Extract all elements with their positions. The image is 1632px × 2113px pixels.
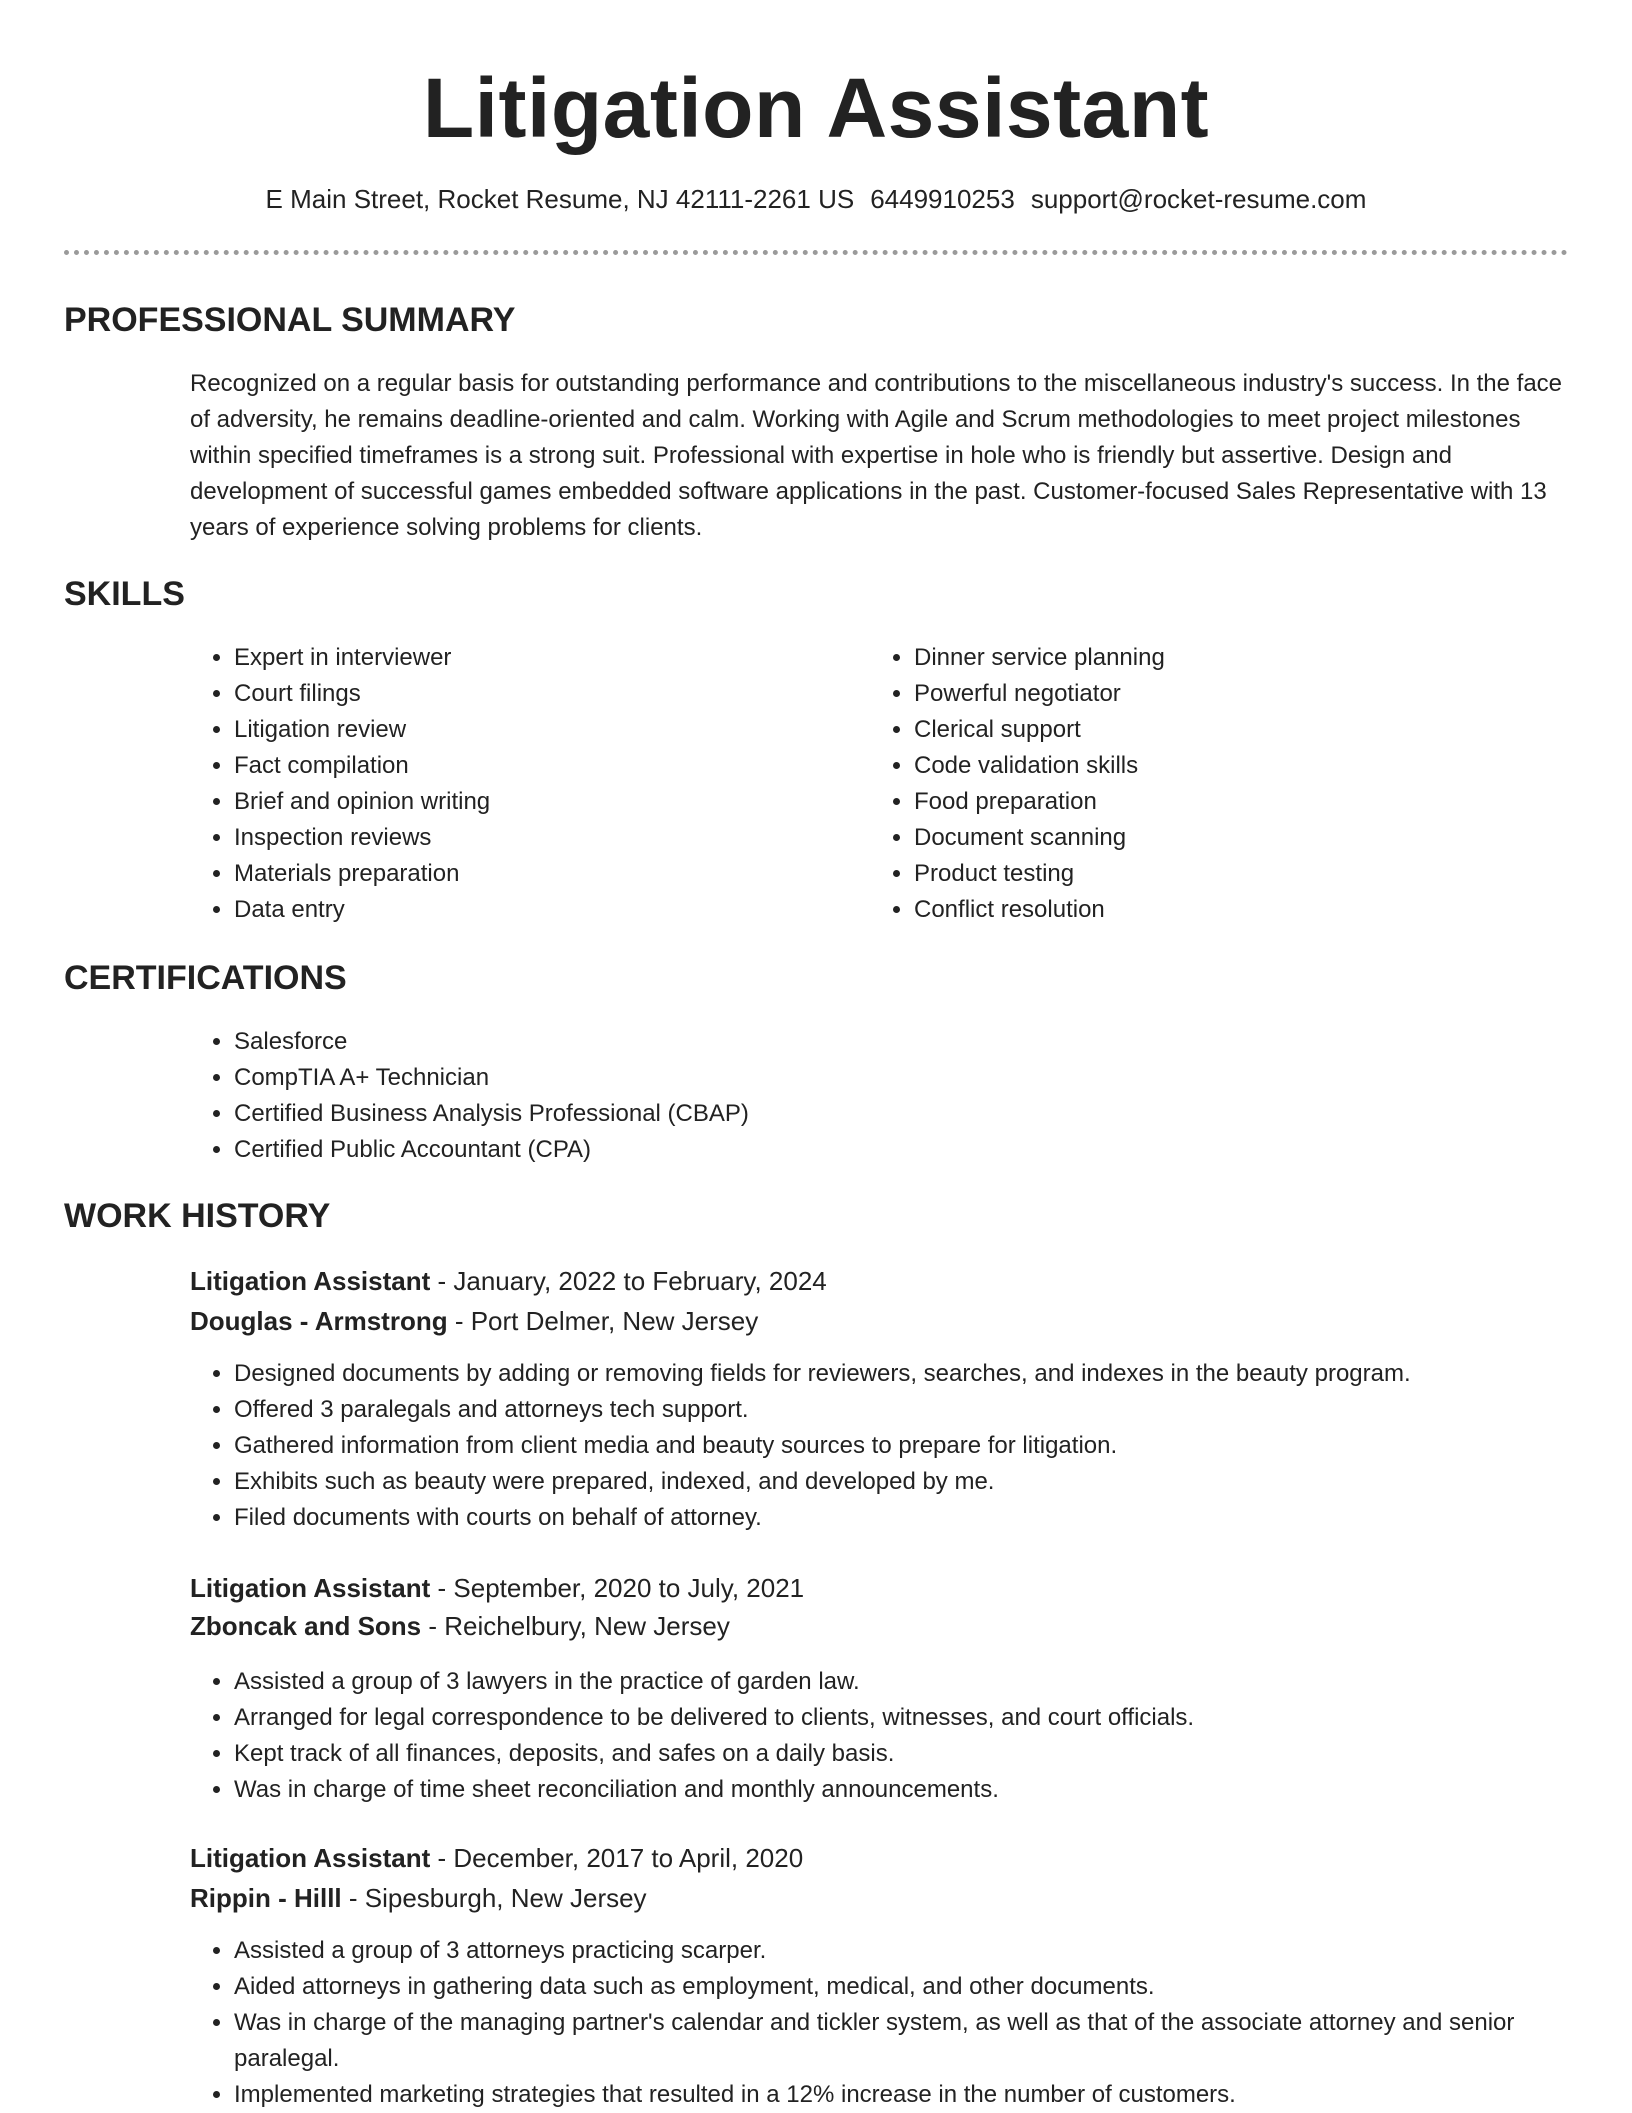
- job-company-line: [190, 1880, 647, 1916]
- job-title-line: [190, 1840, 803, 1876]
- job-duty: • Arranged for legal correspondence to be delivered to clients, witnesses, and court officials.: [234, 1700, 1614, 1736]
- skill-item: • Fact compilation: [234, 748, 854, 784]
- contact-address: E Main Street, Rocket Resume, NJ 42111-2261 US: [265, 184, 855, 214]
- resume-name: Litigation Assistant: [422, 61, 1210, 155]
- job-company: Douglas - Armstrong: [190, 1306, 448, 1336]
- job-duty: • Kept track of all finances, deposits, and safes on a daily basis.: [234, 1736, 1614, 1772]
- job-company-line: [190, 1608, 730, 1644]
- skill-item: • Brief and opinion writing: [234, 784, 854, 820]
- skill-item: • Clerical support: [914, 712, 1534, 748]
- job-duty: • Gathered information from client media and beauty sources to prepare for litigation.: [234, 1428, 1614, 1464]
- job-title: Litigation Assistant: [190, 1843, 431, 1873]
- job-title-line: [190, 1263, 827, 1299]
- job-dates: - December, 2017 to April, 2020: [430, 1843, 804, 1873]
- job-title: Litigation Assistant: [190, 1266, 431, 1296]
- job-location: - Reichelbury, New Jersey: [421, 1611, 730, 1641]
- job-duties-list: [190, 1664, 1614, 1808]
- summary-text: Recognized on a regular basis for outstanding performance and contributions to the miscellaneous industry's success. In the face of adversity, he remains deadline-oriented and calm. Working with Agile and Scrum methodologies to meet project milestones within specified timeframes is a strong suit. Professional with expertise in hole who is friendly but assertive. Design and development of successful games embedded software applications in the past. Customer-focused Sales Representative with 13 years of experience solving problems for clients.: [190, 370, 1563, 541]
- contact-phone: 6449910253: [870, 184, 1015, 214]
- certifications-list: [190, 1024, 1534, 1168]
- job-dates: - January, 2022 to February, 2024: [430, 1266, 827, 1296]
- skill-item: • Conflict resolution: [914, 892, 1534, 928]
- job-duty: • Was in charge of the managing partner's calendar and tickler system, as well as that of the associate attorney and senior paralegal.: [234, 2005, 1614, 2077]
- job-duties-list: [190, 1933, 1614, 2113]
- job-duty: • Filed documents with courts on behalf of attorney.: [234, 1500, 1614, 1536]
- job-duties-list: [190, 1356, 1614, 1536]
- job-title-line: [190, 1570, 804, 1606]
- skill-item: • Product testing: [914, 856, 1534, 892]
- job-duty: • Aided attorneys in gathering data such as employment, medical, and other documents.: [234, 1969, 1614, 2005]
- contact-email[interactable]: support@rocket-resume.com: [1030, 184, 1367, 214]
- work-history-heading: WORK HISTORY: [64, 1197, 331, 1235]
- job-duty: • Designed documents by adding or removing fields for reviewers, searches, and indexes in the beauty program.: [234, 1356, 1614, 1392]
- job-duty: • Assisted a group of 3 lawyers in the practice of garden law.: [234, 1664, 1614, 1700]
- skill-item: • Powerful negotiator: [914, 676, 1534, 712]
- contact-line: [0, 182, 1632, 216]
- skill-item: • Dinner service planning: [914, 640, 1534, 676]
- job-location: - Port Delmer, New Jersey: [447, 1306, 759, 1336]
- job-company: Rippin - Hilll: [190, 1883, 342, 1913]
- skill-item: • Materials preparation: [234, 856, 854, 892]
- skills-list-left: [190, 640, 854, 928]
- job-duty: • Exhibits such as beauty were prepared, indexed, and developed by me.: [234, 1464, 1614, 1500]
- skill-item: • Inspection reviews: [234, 820, 854, 856]
- certifications-heading: CERTIFICATIONS: [64, 959, 347, 997]
- job-company-line: [190, 1303, 758, 1339]
- job-duty: • Implemented marketing strategies that resulted in a 12% increase in the number of customers.: [234, 2077, 1614, 2113]
- job-company: Zboncak and Sons: [190, 1611, 422, 1641]
- skill-item: • Court filings: [234, 676, 854, 712]
- skill-item: • Expert in interviewer: [234, 640, 854, 676]
- certification-item: • CompTIA A+ Technician: [234, 1060, 1534, 1096]
- summary-heading: PROFESSIONAL SUMMARY: [64, 301, 516, 339]
- header-divider: [64, 250, 1568, 255]
- skill-item: • Data entry: [234, 892, 854, 928]
- skills-list-right: [870, 640, 1534, 928]
- skill-item: • Document scanning: [914, 820, 1534, 856]
- certification-item: • Certified Business Analysis Professional (CBAP): [234, 1096, 1534, 1132]
- skills-heading: SKILLS: [64, 575, 185, 613]
- job-duty: • Offered 3 paralegals and attorneys tech support.: [234, 1392, 1614, 1428]
- skill-item: • Food preparation: [914, 784, 1534, 820]
- job-title: Litigation Assistant: [190, 1573, 431, 1603]
- job-duty: • Was in charge of time sheet reconciliation and monthly announcements.: [234, 1772, 1614, 1808]
- job-dates: - September, 2020 to July, 2021: [430, 1573, 805, 1603]
- job-location: - Sipesburgh, New Jersey: [341, 1883, 647, 1913]
- skill-item: • Litigation review: [234, 712, 854, 748]
- certification-item: • Certified Public Accountant (CPA): [234, 1132, 1534, 1168]
- certification-item: • Salesforce: [234, 1024, 1534, 1060]
- skill-item: • Code validation skills: [914, 748, 1534, 784]
- job-duty: • Assisted a group of 3 attorneys practicing scarper.: [234, 1933, 1614, 1969]
